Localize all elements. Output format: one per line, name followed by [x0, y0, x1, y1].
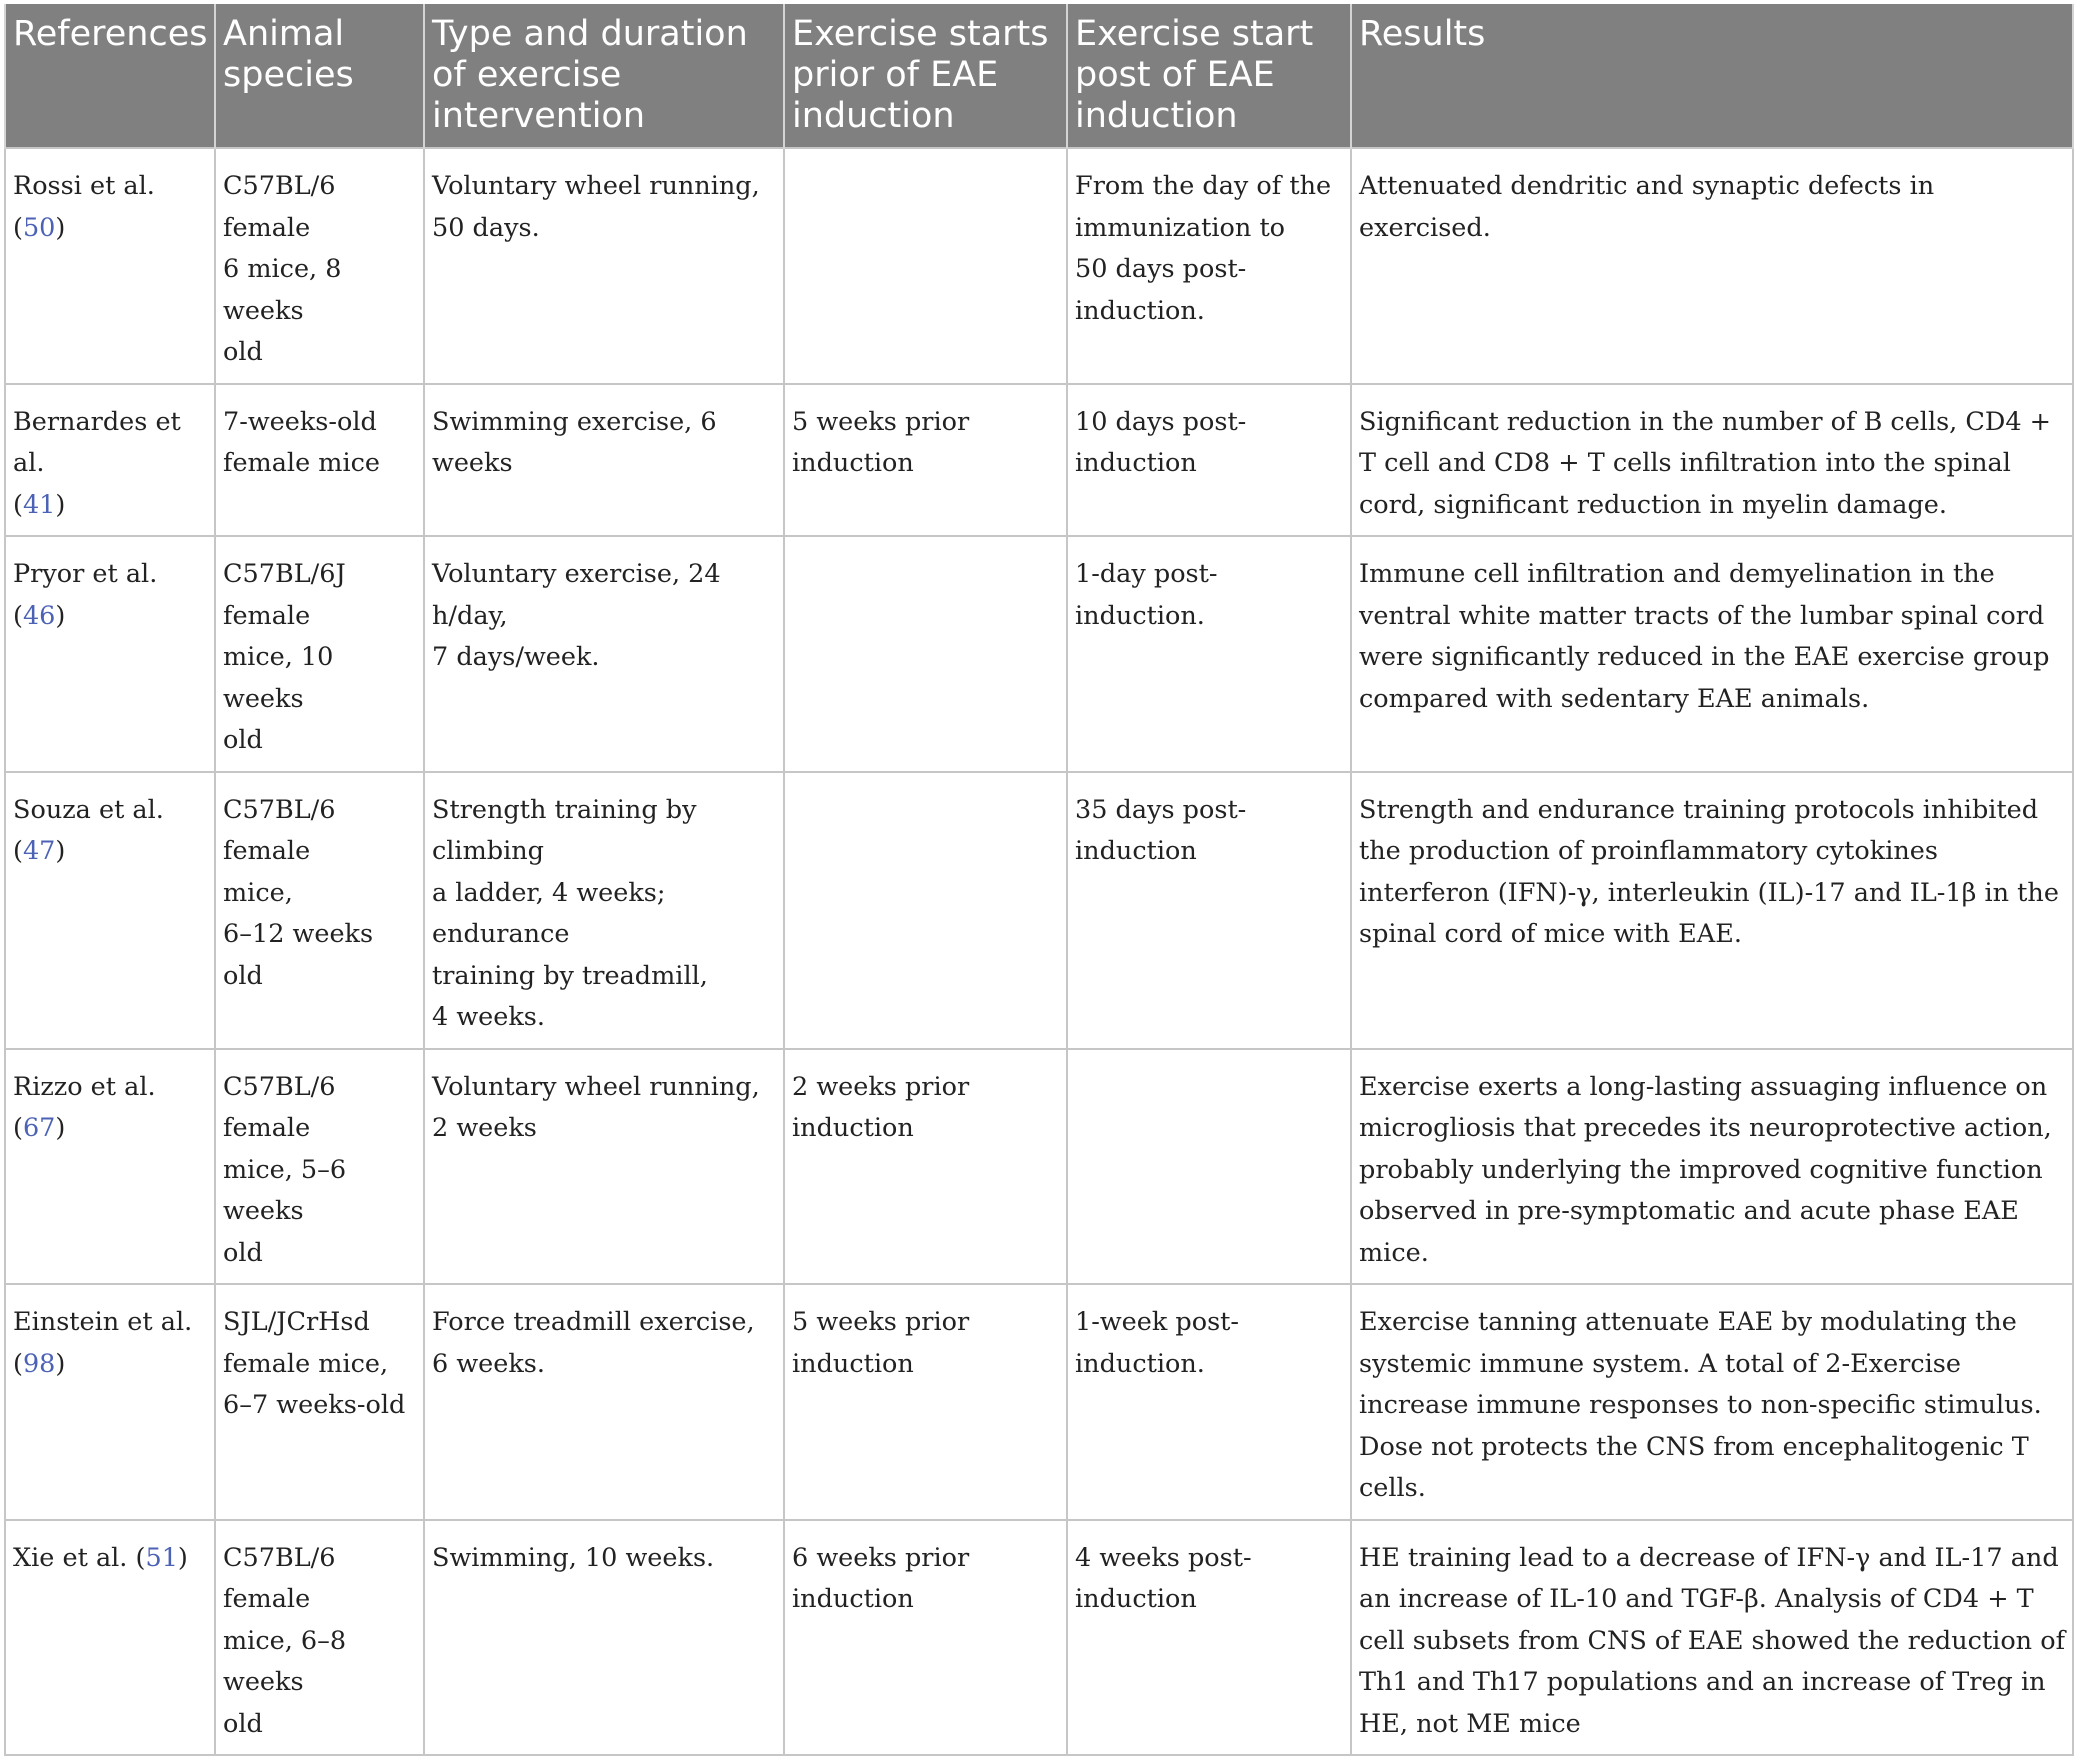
reference-close: ) [55, 489, 66, 520]
reference-author: Rossi et al. ( [13, 171, 155, 243]
cell-start-post: 4 weeks post-induction [1067, 1520, 1351, 1756]
cell-starts-prior: 6 weeks prior induction [784, 1520, 1067, 1756]
cell-reference [5, 148, 215, 384]
cell-reference [5, 772, 215, 1049]
cell-reference [5, 536, 215, 772]
cell-species: C57BL/6 female 6 mice, 8 weeks old [215, 148, 424, 384]
table-row [5, 1284, 2073, 1520]
cell-start-post [1067, 1049, 1351, 1285]
table-row [5, 148, 2073, 384]
cell-type-duration: Swimming exercise, 6 weeks [424, 384, 784, 537]
cell-start-post: 1-week post-induction. [1067, 1284, 1351, 1520]
reference-author: Xie et al. ( [13, 1542, 146, 1573]
reference-link[interactable]: 46 [22, 600, 56, 631]
cell-results: Immune cell infiltration and demyelination in the ventral white matter tracts of the lumbar spinal cord were significantly reduced in the EAE exercise group compared with sedentary EAE animals. [1351, 536, 2073, 772]
cell-starts-prior [784, 536, 1067, 772]
cell-species: C57BL/6 female mice, 5–6 weeks old [215, 1049, 424, 1285]
reference-link[interactable]: 50 [22, 212, 56, 243]
table-row [5, 772, 2073, 1049]
reference-author: Pryor et al. ( [13, 559, 158, 631]
reference-close: ) [55, 1113, 66, 1143]
table-row [5, 1520, 2073, 1756]
reference-author: Rizzo et al. ( [13, 1071, 156, 1143]
cell-starts-prior [784, 148, 1067, 384]
table-row [5, 536, 2073, 772]
cell-type-duration: Voluntary wheel running, 2 weeks [424, 1049, 784, 1285]
cell-species: C57BL/6 female mice, 6–8 weeks old [215, 1520, 424, 1756]
cell-start-post: 10 days post-induction [1067, 384, 1351, 537]
cell-start-post: From the day of the immunization to 50 days post-induction. [1067, 148, 1351, 384]
cell-start-post: 35 days post-induction [1067, 772, 1351, 1049]
reference-author: Bernardes et al. ( [13, 406, 181, 520]
cell-reference [5, 1520, 215, 1756]
cell-starts-prior: 5 weeks prior induction [784, 1284, 1067, 1520]
reference-link[interactable]: 47 [22, 836, 56, 866]
reference-close: ) [55, 836, 66, 866]
cell-species: C57BL/6J female mice, 10 weeks old [215, 536, 424, 772]
table-header [5, 4, 2073, 148]
header-row [5, 4, 2073, 148]
header-type-duration: Type and duration of exercise intervention [424, 4, 784, 148]
cell-starts-prior: 2 weeks prior induction [784, 1049, 1067, 1285]
header-results: Results [1351, 4, 2073, 148]
cell-type-duration: Swimming, 10 weeks. [424, 1520, 784, 1756]
cell-starts-prior: 5 weeks prior induction [784, 384, 1067, 537]
table-body [5, 148, 2073, 1755]
reference-close: ) [55, 600, 66, 631]
cell-starts-prior [784, 772, 1067, 1049]
reference-author: Einstein et al. ( [13, 1307, 193, 1379]
cell-type-duration: Strength training by climbing a ladder, 4 weeks; endurance training by treadmill, 4 weeks. [424, 772, 784, 1049]
cell-results: Strength and endurance training protocols inhibited the production of proinflammatory cytokines interferon (IFN)-γ, interleukin (IL)-17 and IL-1β in the spinal cord of mice with EAE. [1351, 772, 2073, 1049]
cell-species: SJL/JCrHsd female mice, 6–7 weeks-old [215, 1284, 424, 1520]
reference-link[interactable]: 98 [22, 1348, 56, 1379]
cell-type-duration: Voluntary exercise, 24 h/day, 7 days/week. [424, 536, 784, 772]
header-animal-species: Animal species [215, 4, 424, 148]
reference-link[interactable]: 67 [22, 1113, 56, 1143]
reference-link[interactable]: 41 [22, 489, 56, 520]
cell-type-duration: Force treadmill exercise, 6 weeks. [424, 1284, 784, 1520]
table-row [5, 384, 2073, 537]
reference-close: ) [55, 212, 66, 243]
cell-results: Exercise exerts a long-lasting assuaging influence on microgliosis that precedes its neuroprotective action, probably underlying the improved cognitive function observed in pre-symptomatic and acute phase EAE mice. [1351, 1049, 2073, 1285]
exercise-eae-table [4, 4, 2074, 1756]
cell-results: Exercise tanning attenuate EAE by modulating the systemic immune system. A total of 2-Exercise increase immune responses to non-specific stimulus. Dose not protects the CNS from encephalitogenic T cells. [1351, 1284, 2073, 1520]
reference-close: ) [177, 1542, 188, 1573]
reference-author: Souza et al. ( [13, 794, 164, 866]
cell-start-post: 1-day post-induction. [1067, 536, 1351, 772]
header-starts-prior: Exercise starts prior of EAE induction [784, 4, 1067, 148]
cell-results: Attenuated dendritic and synaptic defects in exercised. [1351, 148, 2073, 384]
header-references: References [5, 4, 215, 148]
header-start-post: Exercise start post of EAE induction [1067, 4, 1351, 148]
cell-species: 7-weeks-old female mice [215, 384, 424, 537]
table-row [5, 1049, 2073, 1285]
cell-reference [5, 1049, 215, 1285]
cell-species: C57BL/6 female mice, 6–12 weeks old [215, 772, 424, 1049]
reference-close: ) [55, 1348, 66, 1379]
cell-reference [5, 384, 215, 537]
cell-results: HE training lead to a decrease of IFN-γ and IL-17 and an increase of IL-10 and TGF-β. Analysis of CD4 + T cell subsets from CNS of EAE showed the reduction of Th1 and Th17 populations and an increase of Treg in HE, not ME mice [1351, 1520, 2073, 1756]
cell-results: Significant reduction in the number of B cells, CD4 + T cell and CD8 + T cells infiltration into the spinal cord, significant reduction in myelin damage. [1351, 384, 2073, 537]
cell-type-duration: Voluntary wheel running, 50 days. [424, 148, 784, 384]
reference-link[interactable]: 51 [145, 1542, 178, 1573]
cell-reference [5, 1284, 215, 1520]
